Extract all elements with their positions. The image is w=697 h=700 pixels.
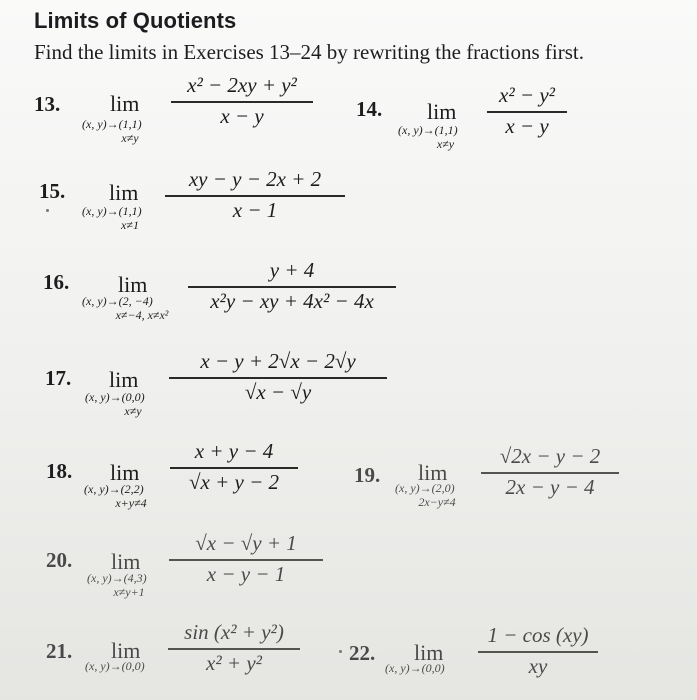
denominator: x² + y² [206, 650, 262, 675]
denominator: xy [528, 653, 548, 678]
limit-subscript [82, 117, 178, 145]
numerator: √2x − y − 2 [499, 444, 601, 468]
fraction-bar [478, 651, 598, 653]
limit-approach: (x, y)→(0,0) [85, 659, 145, 673]
limit-condition: x+y≠4 [115, 496, 147, 510]
numerator: sin (x² + y²) [184, 620, 284, 644]
numerator: x + y − 4 [194, 439, 274, 463]
numerator: √x − √y + 1 [195, 531, 297, 555]
exercise-number: 18. [46, 459, 73, 483]
numerator: y + 4 [269, 258, 315, 282]
exercise-number: 22. [349, 641, 376, 665]
exercise-number: 17. [45, 366, 72, 390]
fraction [169, 532, 323, 586]
denominator: x²y − xy + 4x² − 4x [210, 288, 374, 313]
denominator: x − 1 [232, 197, 278, 222]
exercise-number: 14. [356, 97, 383, 121]
denominator: x − y − 1 [206, 561, 286, 586]
denominator: √x + y − 2 [188, 469, 279, 494]
stray-dot [46, 209, 49, 212]
limit-subscript [82, 204, 178, 232]
fraction-bar [170, 467, 298, 469]
stray-dot [339, 650, 342, 653]
limit-subscript [395, 481, 479, 509]
section-title: Limits of Quotients [34, 8, 237, 33]
exercise-15 [39, 167, 359, 239]
fraction [170, 440, 298, 494]
denominator: √x − √y [244, 379, 312, 404]
denominator: x − y [505, 113, 549, 138]
limit-operator: lim [118, 272, 148, 297]
exercise-17 [45, 349, 395, 426]
limit-condition: 2x−y≠4 [418, 495, 456, 509]
exercise-18 [46, 439, 336, 519]
exercise-number: 21. [46, 639, 73, 663]
denominator: x − y [220, 103, 264, 128]
limit-approach: (x, y)→(2,2) [84, 482, 144, 496]
fraction [188, 259, 396, 313]
exercise-14 [356, 83, 606, 157]
limit-subscript [85, 390, 181, 418]
limit-approach: (x, y)→(0,0) [85, 390, 145, 404]
limit-approach: (x, y)→(1,1) [82, 117, 142, 131]
fraction-bar [169, 559, 323, 561]
limit-operator: lim [111, 549, 141, 574]
limit-condition: x≠1 [121, 218, 139, 232]
exercise-number: 15. [39, 179, 66, 203]
limit-approach: (x, y)→(4,3) [87, 571, 147, 585]
limit-operator: lim [110, 460, 140, 485]
exercise-22 [347, 623, 667, 696]
limit-subscript [84, 482, 178, 510]
limit-approach: (x, y)→(2, −4) [82, 294, 153, 308]
limit-approach: (x, y)→(1,1) [82, 204, 142, 218]
limit-operator: lim [427, 99, 457, 124]
exercise-19 [354, 444, 674, 523]
fraction [169, 350, 387, 404]
fraction-bar [168, 648, 300, 650]
limit-subscript [398, 123, 493, 151]
limit-approach: (x, y)→(2,0) [395, 481, 455, 495]
fraction [171, 74, 313, 128]
fraction [168, 621, 300, 675]
denominator: 2x − y − 4 [505, 474, 595, 499]
instructions: Find the limits in Exercises 13–24 by rewriting the fractions first. [34, 40, 584, 64]
numerator: x² − 2xy + y² [187, 73, 297, 97]
fraction [165, 168, 345, 222]
limit-approach: (x, y)→(0,0) [385, 661, 445, 675]
fraction [481, 445, 619, 499]
exercise-number: 13. [34, 92, 61, 116]
limit-operator: lim [110, 91, 140, 116]
fraction-bar [165, 195, 345, 197]
limit-operator: lim [418, 460, 448, 485]
exercise-20 [46, 531, 336, 608]
limit-condition: x≠y [436, 137, 455, 151]
numerator: x² − y² [499, 83, 555, 107]
limit-condition: x≠−4, x≠x² [115, 308, 169, 322]
limit-condition: x≠y+1 [113, 585, 145, 599]
limit-approach: (x, y)→(1,1) [398, 123, 458, 137]
limit-condition: x≠y [121, 131, 139, 145]
fraction-bar [188, 286, 396, 288]
numerator: x − y + 2√x − 2√y [200, 349, 356, 373]
limit-subscript [87, 571, 171, 599]
limit-subscript [385, 661, 477, 675]
exercise-13 [34, 73, 334, 152]
exercise-16 [43, 258, 403, 330]
limit-operator: lim [414, 640, 444, 665]
fraction [478, 624, 598, 678]
limit-condition: x≠y [124, 404, 142, 418]
exercise-number: 16. [43, 270, 70, 294]
fraction [487, 84, 567, 138]
exercise-21 [46, 620, 326, 694]
limit-operator: lim [111, 638, 141, 663]
numerator: 1 − cos (xy) [487, 623, 589, 647]
limit-subscript [82, 294, 202, 322]
numerator: xy − y − 2x + 2 [188, 167, 322, 191]
exercise-number: 19. [354, 463, 381, 487]
fraction-bar [487, 111, 567, 113]
limit-operator: lim [109, 180, 139, 205]
fraction-bar [171, 101, 313, 103]
limit-operator: lim [109, 367, 139, 392]
fraction-bar [169, 377, 387, 379]
limit-subscript [85, 659, 177, 673]
fraction-bar [481, 472, 619, 474]
exercise-number: 20. [46, 548, 73, 572]
